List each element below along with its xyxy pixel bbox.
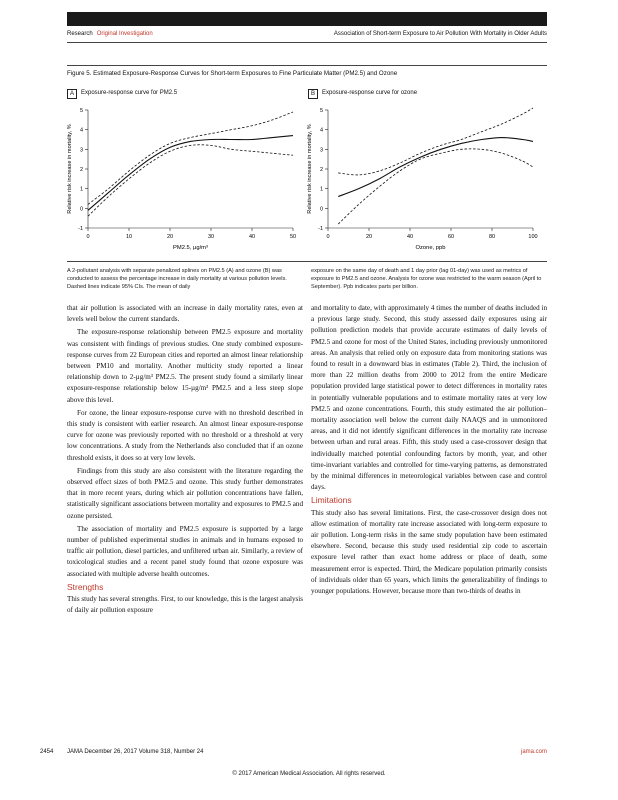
paragraph: Findings from this study are also consistent with the literature regarding the observed effect sizes of both PM2.5 and ozone. This study further demonstrates that in more recent years, during which air pollution concentrations have fallen, statistically significant associations between mortality and exposures to PM2.5 and ozone persisted. [67, 466, 303, 520]
subsection-name: Original Investigation [96, 31, 153, 37]
body-column-right [311, 303, 547, 599]
ci-line [88, 112, 293, 204]
paragraph: This study also has several limitations. First, the case-crossover design does not allow estimation of mortality rate increase associated with long-term exposure to air pollution. Long-term risks in the same study population have been estimated elsewhere. Second, because this study used residential zip code to ascertain exposure level rather than exact home address or place of death, some measurement error is expected. Third, the Medicare population primarily consists of individuals older than 65 years, which limits the generalizability of findings to younger populations. However, because more than two-thirds of deaths in [311, 508, 547, 596]
chart-ozone [300, 104, 550, 254]
paragraph: that air pollution is associated with an increase in daily mortality rates, even at levels well below the current standards. [67, 304, 303, 324]
y-tick-label: 3 [79, 147, 83, 154]
figure-top-rule [67, 65, 547, 66]
estimate-line [88, 136, 293, 211]
x-tick-label: 0 [326, 234, 330, 240]
y-tick-label: 5 [319, 108, 323, 114]
x-tick-label: 100 [528, 234, 538, 240]
y-tick-label: 3 [319, 147, 323, 154]
estimate-line [338, 138, 533, 197]
figure-caption-right: exposure on the same day of death and 1 day prior (lag 01-day) was used as metrics of exposure to PM2.5 and ozone. Analysis for ozone was restricted to the warm season (April to September). Ppb indicates parts per billion. [311, 268, 542, 291]
paragraph: For ozone, the linear exposure-response curve with no threshold described in this study is consistent with earlier research. An almost linear exposure-response curve for ozone was previously reported with no threshold or a threshold at very low concentrations. A study from the Netherlands also concluded that if an ozone threshold exists, it does so at very low levels. [67, 408, 303, 462]
ci-line [338, 149, 533, 224]
section-name: Research [67, 31, 93, 37]
y-tick-label: 2 [319, 167, 323, 173]
y-tick-label: 4 [79, 127, 83, 134]
journal-site-link[interactable]: jama.com [520, 749, 547, 755]
x-tick-label: 40 [406, 234, 414, 240]
y-axis-label: Relative risk increase in mortality, % [307, 124, 313, 214]
running-title: Association of Short-term Exposure to Air Pollution With Mortality in Older Adults [333, 31, 547, 37]
y-tick-label: 1 [79, 186, 83, 193]
x-tick-label: 30 [207, 234, 215, 240]
y-axis-label: Relative risk increase in mortality, % [67, 124, 73, 214]
section-label [67, 31, 153, 37]
chart-pm25 [60, 104, 310, 254]
y-tick-label: 1 [319, 186, 323, 193]
x-axis-label: Ozone, ppb [415, 245, 446, 251]
panel-a-label: A [67, 89, 77, 99]
ci-line [88, 145, 293, 216]
figure-caption-left: A 2-pollutant analysis with separate penalized splines on PM2.5 (A) and ozone (B) was conducted to assess the percentage increase in daily mortality at various pollution levels. Dashed lines indicate 95% CIs. The mean of daily [67, 268, 287, 291]
paragraph: This study has several strengths. First, to our knowledge, this is the largest analysis of daily air pollution exposure [67, 595, 303, 615]
journal-citation: JAMA December 26, 2017 Volume 318, Number 24 [67, 749, 204, 755]
limitations-heading: Limitations [311, 495, 352, 506]
header-bar [67, 12, 547, 26]
y-tick-label: 2 [79, 167, 83, 173]
strengths-heading: Strengths [67, 581, 104, 592]
x-axis-label: PM2.5, µg/m³ [173, 245, 208, 251]
x-tick-label: 80 [488, 234, 496, 240]
paragraph: The association of mortality and PM2.5 exposure is supported by a large number of published experimental studies in animals and in humans exposed to traffic air pollution, diesel particles, and unfiltered urban air. Similarly, a review of toxicological studies and a recent panel study found that ozone exposure was associated with multiple adverse health outcomes. [67, 524, 303, 578]
panel-b-title: Exposure-response curve for ozone [322, 90, 418, 96]
header-rule [67, 42, 547, 43]
y-tick-label: 0 [319, 206, 323, 213]
y-tick-label: -1 [78, 226, 83, 232]
y-tick-label: -1 [318, 226, 323, 232]
figure-bottom-rule [67, 261, 547, 262]
paragraph: The exposure-response relationship between PM2.5 exposure and mortality was consistent with findings of previous studies. One study combined exposure-response curves from 22 European cities and reported an almost linear relationship between PM10 and mortality. Another multicity study reported a linear relationship down to 2-µg/m³ PM2.5. The present study found a similarly linear exposure-response relationship below 15-µg/m³ PM2.5 and a less steep slope above this level. [67, 328, 303, 404]
x-tick-label: 40 [248, 234, 256, 240]
copyright: © 2017 American Medical Association. All rights reserved. [232, 771, 386, 777]
y-tick-label: 4 [319, 127, 323, 134]
x-tick-label: 0 [86, 234, 90, 240]
figure-title: Figure 5. Estimated Exposure-Response Curves for Short-term Exposures to Fine Particulate Matter (PM2.5) and Ozone [67, 70, 398, 77]
paragraph: and mortality to date, with approximately 4 times the number of deaths included in a previous large study. Second, this study assessed daily exposures using air pollution prediction models that provide accurate estimates of daily levels of PM2.5 and ozone for most of the United States, including previously unmonitored areas. An analysis that relied only on exposure data from monitoring stations was found to result in a downward bias in estimates (Table 2). Third, the inclusion of more than 22 million deaths from 2000 to 2012 from the entire Medicare population provided large statistical power to detect differences in mortality rates in potentially vulnerable populations and to estimate mortality rates at very low PM2.5 and ozone concentrations. Fourth, this study estimated the air pollution–mortality association well below the current daily NAAQS and in unmonitored areas, and it did not identify significant differences in the mortality rate increase between urban and rural areas. Fifth, this study used a case-crossover design that individually matched potential confounding factors by month, year, and other time-invariant variables and controlled for time-varying patterns, as demonstrated by the minimal differences in meteorological variables between case and control days. [311, 304, 547, 492]
x-tick-label: 20 [365, 234, 373, 240]
x-tick-label: 60 [447, 234, 455, 240]
page-number: 2454 [40, 749, 54, 755]
y-tick-label: 5 [79, 108, 83, 114]
x-tick-label: 20 [166, 234, 174, 240]
panel-a-title: Exposure-response curve for PM2.5 [81, 90, 178, 96]
x-tick-label: 10 [125, 234, 133, 240]
body-column-left [67, 303, 303, 618]
y-tick-label: 0 [79, 206, 83, 213]
x-tick-label: 50 [289, 234, 297, 240]
panel-b-label: B [308, 89, 318, 99]
ci-line [338, 108, 533, 175]
